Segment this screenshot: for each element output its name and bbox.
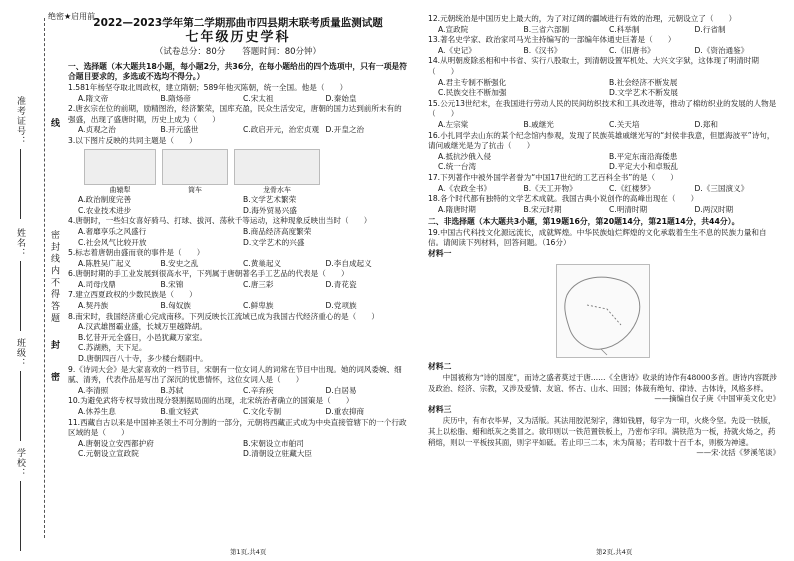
exam-title: 2022—2023学年第二学期那曲市四县期末联考质量监测试题 [93,17,383,29]
material2-source: ——摘编自仅子庚《中国审美文化史》 [654,394,780,404]
material2-text: 中国被称为“诗的国度”，而诗之盛者莫过于唐……《全唐诗》收录的诗作有48000多首。唐诗内容既涉及政治、经济、宗教，又涉及爱情、友谊、怀古、山水、田园；体裁有绝句、律诗、古体诗，风格多样。 [428,373,777,394]
answer-option[interactable]: C.《红楼梦》 [609,183,655,193]
option-row [68,322,408,364]
question-stem: 17.下列著作中被外国学者誉为“中国17世纪的工艺百科全书”的是（ ） [428,172,678,182]
exam-subject: 七年级历史学科 [185,29,291,45]
answer-option[interactable]: D.文学艺术不断发展 [609,88,679,98]
seal-mark-seal: 封 [49,340,59,349]
answer-option[interactable]: A.《史记》 [438,45,476,55]
answer-option[interactable]: B.三省六部制 [523,24,570,34]
answer-option[interactable]: A.唐朝设立安西都护府 [78,438,154,448]
answer-option[interactable]: C.政启开元，治宏贞观 [243,125,320,135]
answer-option[interactable]: B.文学艺术繁荣 [243,195,297,205]
material3-source: ——宋·沈括《梦溪笔谈》 [696,448,780,458]
answer-option[interactable]: A.司母戊鼎 [78,279,116,289]
question-item [428,99,780,131]
question-stem: 15.公元13世纪末，在我国进行劳动人民的民间纺织技术和工具改进等，推动了棉纺织业的发展的人物是（ ） [428,98,777,119]
answer-option[interactable]: B.平定东南沿海倭患 [609,151,678,161]
answer-option[interactable]: D.李自成起义 [325,258,372,268]
option-row [68,125,408,136]
answer-option[interactable]: C.农业技术进步 [78,205,132,215]
tool-picture [234,149,320,185]
answer-option[interactable]: C.统一台湾 [438,162,477,172]
answer-option[interactable]: B.商品经济高度繁荣 [243,226,312,236]
option-row [68,407,408,418]
answer-option[interactable]: A.契丹族 [78,301,109,311]
material1-label: 材料一 [428,249,452,259]
answer-option[interactable]: D.《三国演义》 [694,183,749,193]
answer-option[interactable]: A.李清照 [78,385,109,395]
option-row [428,152,780,173]
option-row [428,78,780,99]
answer-option[interactable]: B.《汉书》 [523,45,562,55]
option-row [68,386,408,397]
question-item [68,290,408,311]
answer-option[interactable]: B.忆昔开元全盛日，小邑犹藏万家室。 [78,332,208,342]
answer-option[interactable]: C.鲜卑族 [243,301,274,311]
answer-option[interactable]: C.元朝设立宣政院 [78,449,139,459]
answer-option[interactable]: D.行省制 [694,24,726,34]
school-field: 学校： [14,448,27,551]
tool-picture [162,149,228,185]
question-item [428,56,780,98]
answer-option[interactable]: D.文学艺术的兴盛 [243,237,305,247]
tool-picture-caption: 龙骨水车 [263,185,291,194]
answer-option[interactable]: C.黄巢起义 [243,258,282,268]
section2-heading: 二、非选择题（本大题共3小题，第19题16分，第20题14分，第21题14分，共44分）。 [428,217,740,227]
answer-option[interactable]: A.贞观之治 [78,125,116,135]
question-item [428,194,780,215]
seal-mark-secret: 密 [49,372,59,381]
material2-label: 材料二 [428,361,452,371]
answer-option[interactable]: A.奢靡享乐之风盛行 [78,226,147,236]
answer-option[interactable]: D.重农抑商 [325,407,365,416]
answer-option[interactable]: C.《旧唐书》 [609,45,655,55]
question-stem: 7.建立西夏政权的少数民族是（ ） [68,290,197,300]
map-image [556,264,650,358]
question-item [68,269,408,290]
question-stem: 1.581年杨坚夺取北周政权，建立隋朝；589年他灭陈朝，统一全国。他是（ ） [68,82,348,92]
question-stem: 14.从明朝废除丞相和中书省、实行八股取士，到清朝设置军机处、大兴文字狱，这体现了明清时期（ ） [428,56,760,76]
answer-option[interactable]: D.唐朝四百八十寺，多少楼台烟雨中。 [78,354,208,364]
answer-option[interactable]: C.宋太祖 [243,93,274,103]
question-stem: 9.《诗词大会》是大家喜欢的一档节目，宋朝有一位女词人的词常在节目中出现。她的词风委婉、细腻、清秀，代表作品是写出了深沉的忧患情怀，这位女词人是（ ） [68,364,402,385]
answer-option[interactable]: D.《资治通鉴》 [694,45,749,55]
question-item [68,312,408,365]
answer-option[interactable]: A.陈胜吴广起义 [78,258,132,268]
question-item [68,104,408,136]
answer-option[interactable]: A.抵抗沙俄入侵 [438,151,492,161]
answer-option[interactable]: B.重文轻武 [160,407,199,416]
answer-option[interactable]: D.党项族 [325,301,357,311]
option-row [68,195,408,216]
answer-option[interactable]: B.宋朝设立市舶司 [243,438,304,448]
page-number-right: 第2页,共4页 [596,548,633,556]
answer-option[interactable]: C.科举制 [609,24,640,34]
answer-option[interactable]: B.《天工开物》 [523,183,577,193]
exam-meta: （试卷总分：80分 答题时间：80分钟） [154,47,322,58]
answer-option[interactable]: D.郑和 [694,119,718,129]
question-stem: 5.标志着唐朝由盛而衰的事件是（ ） [68,248,205,258]
answer-option[interactable]: D.平定大小和卓叛乱 [609,162,679,172]
name-field: 姓名： [14,228,27,331]
question-stem: 12.元朝统治是中国历史上最大的，为了对辽阔的疆域进行有效的治理，元朝设立了（ ） [428,14,737,23]
section1-heading: 一、选择题（本大题共18小题，每小题2分，共36分，在每小题给出的四个选项中，只有一项是符合题目要求的，多选或不选均不得分。） [68,61,407,82]
answer-option[interactable]: D.清朝设立驻藏大臣 [243,449,313,459]
option-row [68,227,408,248]
question-list-right [428,14,780,215]
question-item [428,173,780,194]
answer-option[interactable]: A.政治制度完善 [78,195,132,205]
option-row [428,120,780,131]
question-item [428,131,780,173]
examno-field: 准考证号： [14,96,27,219]
map-sketch-icon [557,265,649,357]
question-stem: 10.为避免武将专权导致出现分裂割据局面的出现，北宋统治者确立的国策是（ ） [68,396,354,406]
question-item [68,248,408,269]
question-item [68,216,408,248]
option-row [68,94,408,105]
answer-option[interactable]: A.汉武雄图霸业盛，长城万里越降胡。 [78,322,207,332]
answer-option[interactable]: B.隋炀帝 [160,93,191,103]
option-row [428,46,780,57]
answer-option[interactable]: B.宋元时期 [523,204,562,214]
answer-option[interactable]: A.休养生息 [78,407,116,416]
answer-option[interactable]: C.唐三彩 [243,279,274,289]
seal-instruction: 密 封 线 内 不 得 答 题 [49,230,59,323]
question-stem: 8.南宋时，我国经济重心完成南移。下列反映长江流域已成为我国古代经济重心的是（ ） [68,311,379,321]
tool-picture [84,149,156,185]
question-item [68,365,408,397]
question-stem: 11.西藏自古以来是中国神圣领土不可分割的一部分，元朝将西藏正式成为中央直接管辖下的一个行政区域的是（ ） [68,417,407,438]
answer-option[interactable]: D.白居易 [325,385,357,395]
answer-option[interactable]: B.安史之乱 [160,258,199,268]
question-item [68,136,408,216]
binding-strip [0,0,62,561]
tool-picture-caption: 曲辕犁 [109,185,131,194]
question-stem: 18.各个时代都有独特的文学艺术成就。我国古典小说创作的高峰出现在（ ） [428,194,699,204]
answer-option[interactable]: A.宣政院 [438,24,469,34]
page-number-left: 第1页,共4页 [230,548,267,556]
answer-option[interactable]: C.民族交往不断加强 [438,88,507,98]
answer-option[interactable]: B.苏轼 [160,385,184,395]
secret-label: 绝密★启用前 [48,12,96,21]
answer-option[interactable]: D.开皇之治 [325,125,365,135]
class-field: 班级： [14,338,27,441]
option-row [68,301,408,312]
answer-option[interactable]: A.隋唐时期 [438,204,476,214]
seal-mark-line: 线 [49,118,59,127]
question-stem: 16.小扎同学去山东的某个纪念馆内参观，发现了民族英雄戚继光写的“封侯非我意，但愿海波平”诗句，请问戚继光是为了抗击（ ） [428,130,775,151]
answer-option[interactable]: C.文化专制 [243,407,282,416]
answer-option[interactable]: A.左宗棠 [438,119,469,129]
question-list-left [68,83,408,460]
option-row [68,280,408,291]
answer-option[interactable]: B.社会经济不断发展 [609,77,678,87]
answer-option[interactable]: B.匈奴族 [160,301,191,311]
q19-stem: 19.中国古代科技文化源远流长，成就辉煌。中华民族灿烂辉煌的文化承载着生生不息的民族力量和自信。请阅读下列材料，回答问题。（16分） [428,227,767,248]
answer-option[interactable]: C.关天培 [609,119,640,129]
answer-option[interactable]: D.两汉时期 [694,204,734,214]
answer-option[interactable]: C.明清时期 [609,204,648,214]
right-page [428,14,780,459]
question-item [68,396,408,417]
question-stem: 4.唐朝时，一些妇女喜好骑马、打球、拔河、荡秋千等运动，这种现象反映出当时（ ） [68,216,372,226]
answer-option[interactable]: A.隋文帝 [78,93,109,103]
answer-option[interactable]: D.青花瓷 [325,279,357,289]
option-row [68,259,408,270]
option-row [68,439,408,460]
question-stem: 3.以下图片反映的共同主题是（ ） [68,135,197,145]
answer-option[interactable]: C.苏湖熟，天下足。 [78,343,147,353]
answer-option[interactable]: B.开元盛世 [160,125,199,135]
answer-option[interactable]: B.宋锦 [160,279,184,289]
answer-option[interactable]: D.秦始皇 [325,93,357,103]
option-row [428,184,780,195]
question-stem: 6.唐朝时期的手工业发展到很高水平，下列属于唐朝著名手工艺品的代表是（ ） [68,269,349,279]
question-item [428,14,780,35]
answer-option[interactable]: C.社会风气比较开放 [78,237,147,247]
option-row [428,205,780,216]
option-row [428,25,780,36]
question-stem: 13.著名史学家、政治家司马光主持编写的一部编年体通史巨著是（ ） [428,35,676,45]
question-item [68,418,408,460]
material3-label: 材料三 [428,404,452,414]
answer-option[interactable]: B.戚继光 [523,119,554,129]
question-stem: 2.唐玄宗在位的前期，励精图治，经济繁荣，国库充盈，民众生活安定，唐朝的国力达到前所未有的强盛，出现了盛唐时期，历史上成为（ ） [68,104,402,124]
material3-text: 庆历中，有布衣毕昇，又为活版。其法用胶泥刻字，薄如钱唇，每字为一印，火烧令坚。先设一铁版，其上以松脂、蜡和纸灰之类冒之。欲印则以一铁范置铁板上，乃密布字印。满铁范为一板，持就火炀之，药稍熔，则以一平板按其面，则字平如砥。若止印三二本，未为简易；若印数十百千本，则极为神速。 [428,416,776,448]
answer-option[interactable]: A.君主专制不断强化 [438,77,507,87]
question-item [428,35,780,56]
question-image-row [84,149,408,196]
tool-picture-caption: 筒车 [188,185,202,194]
answer-option[interactable]: A.《农政全书》 [438,183,492,193]
question-item [68,83,408,104]
answer-option[interactable]: C.辛弃疾 [243,385,274,395]
answer-option[interactable]: D.海外贸易兴盛 [243,205,297,215]
seal-line [44,18,45,538]
